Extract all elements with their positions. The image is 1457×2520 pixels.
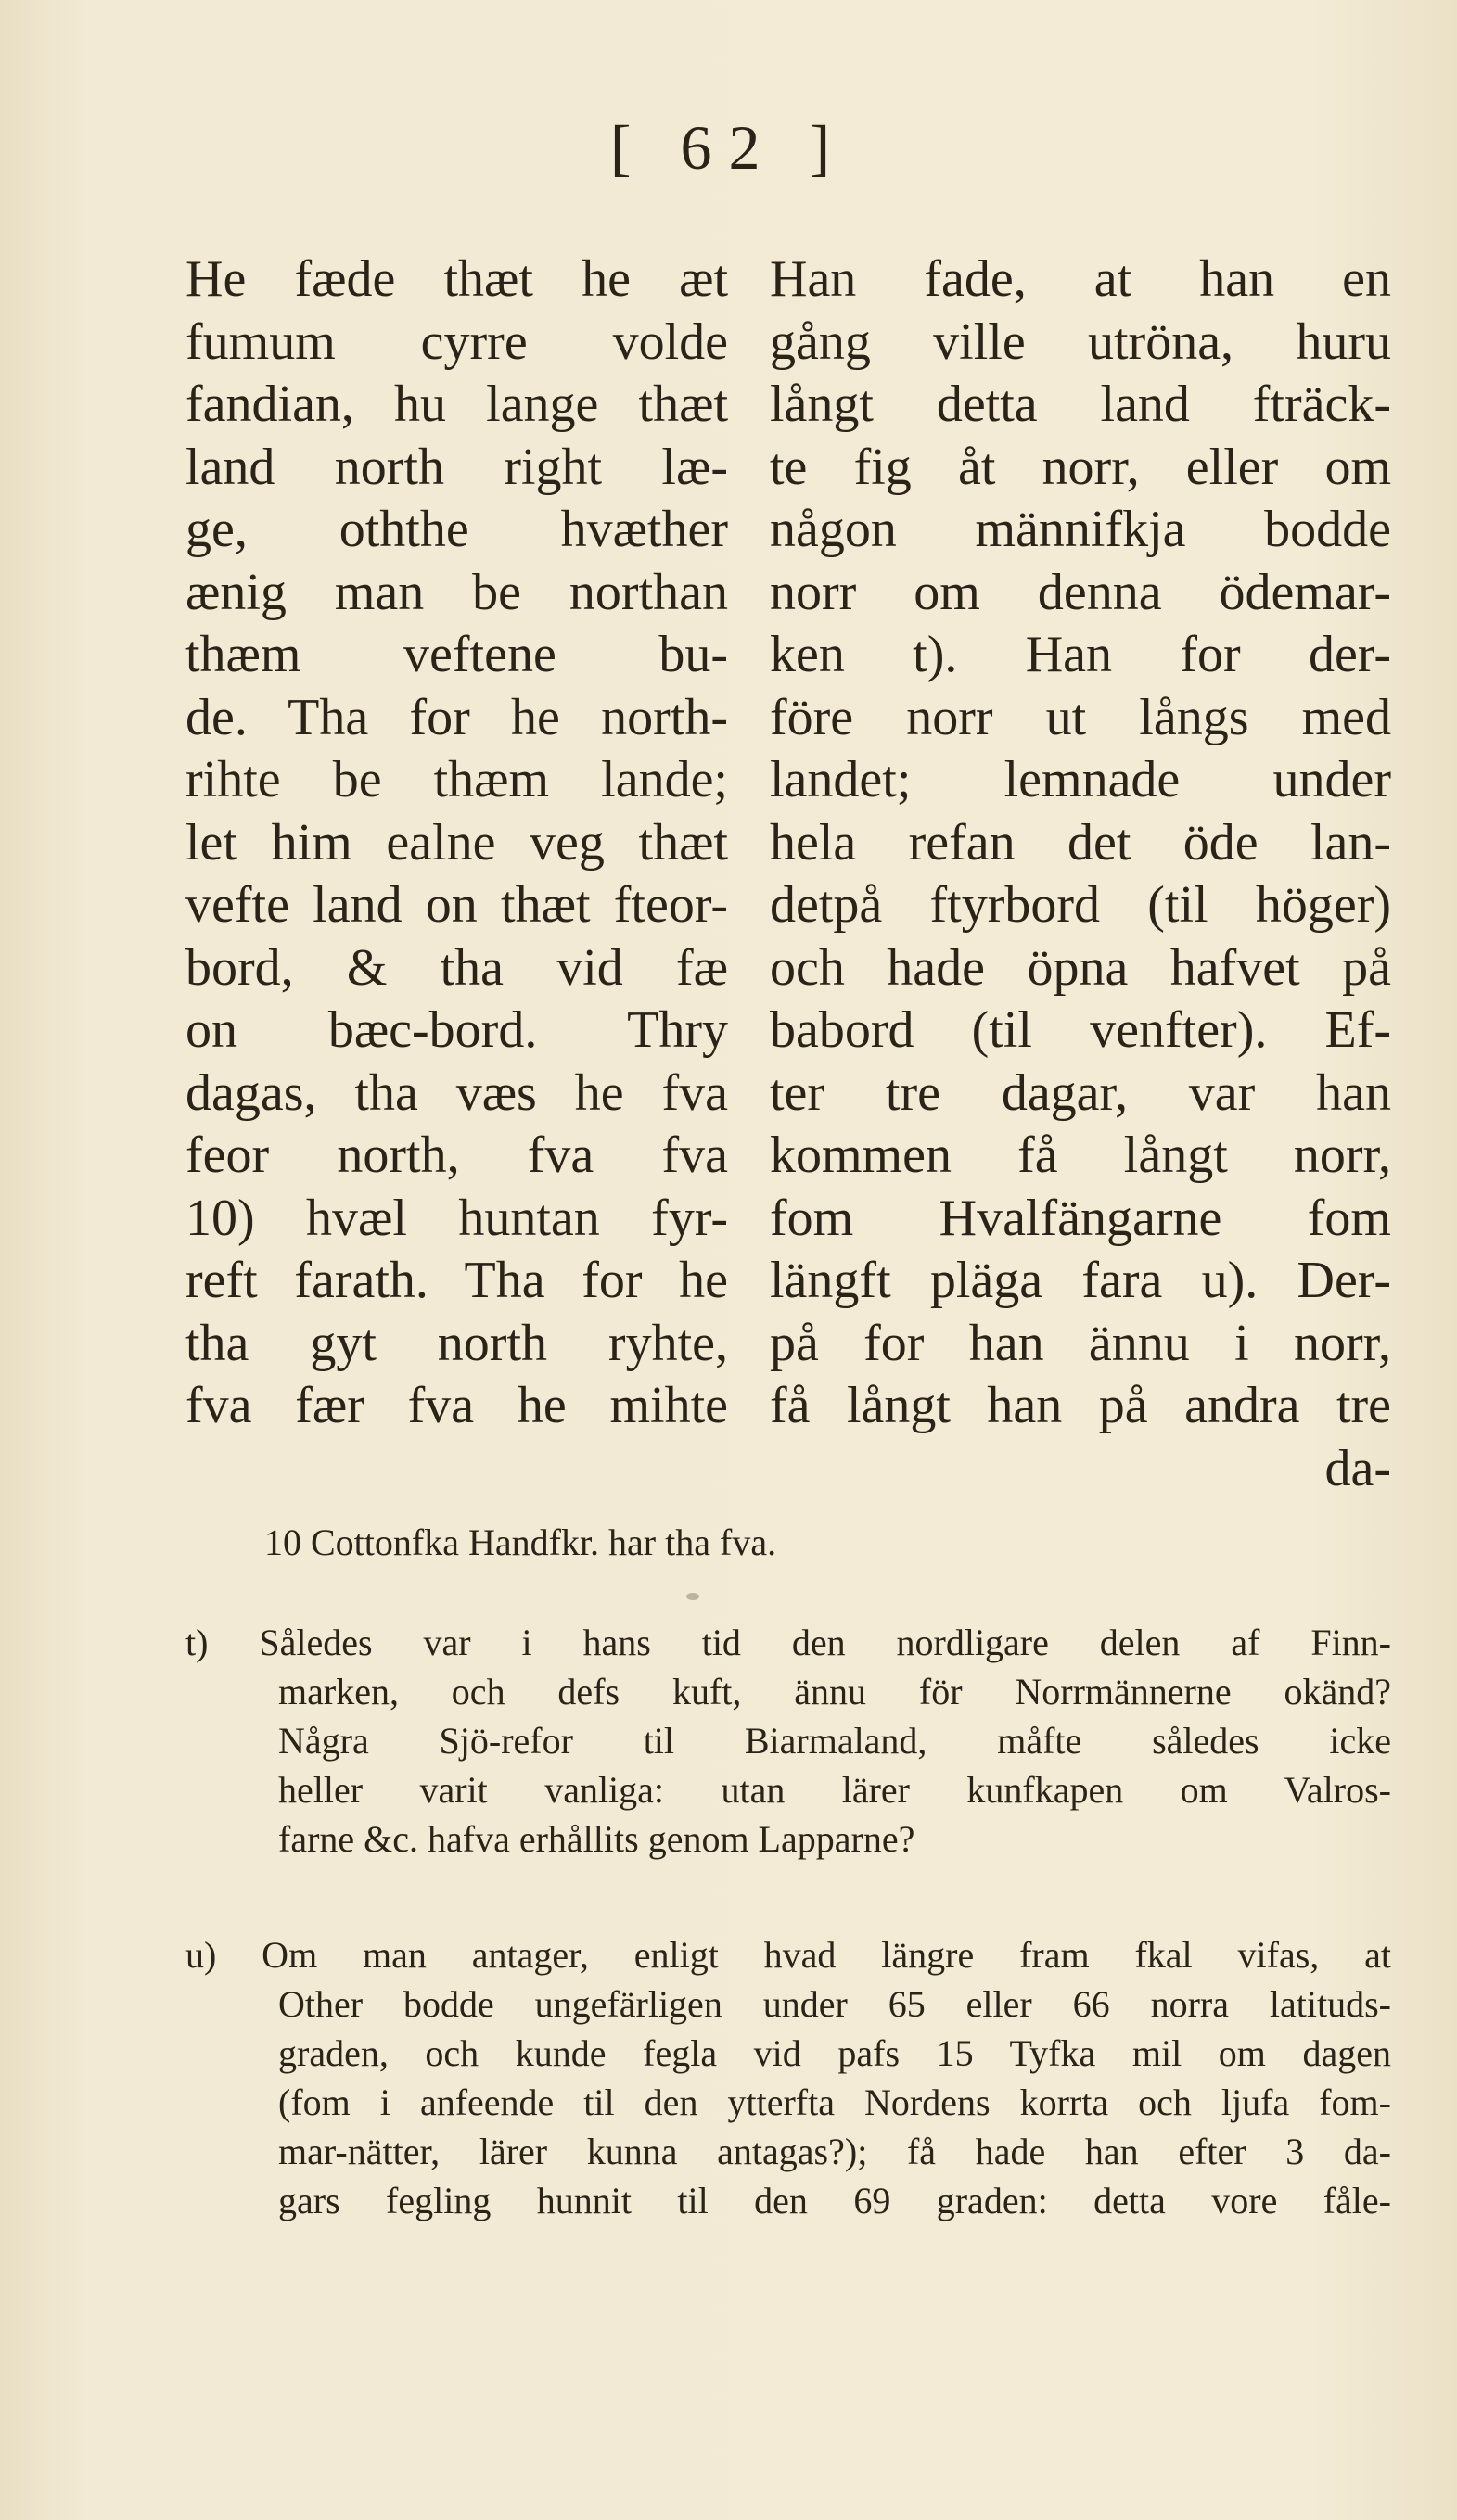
text-line: gång ville utröna, huru (770, 312, 1391, 371)
text-line: norr om denna ödemar- (770, 563, 1391, 621)
footnote-line: u) Om man antager, enligt hvad längre fram fkal vifas, at (185, 1934, 1391, 1976)
footnote-line: farne &c. hafva erhållits genom Lapparne? (278, 1818, 915, 1860)
text-line: hela refan det öde lan- (770, 813, 1391, 872)
footnote-line: gars fegling hunnit til den 69 graden: detta vore fåle- (278, 2180, 1391, 2221)
text-line: babord (til venfter). Ef- (770, 1001, 1391, 1059)
footnote-line: (fom i anfeende til den ytterfta Nordens korrta och ljufa fom- (278, 2081, 1391, 2123)
text-line: bord, & tha vid fæ (185, 938, 728, 997)
text-line: reft farath. Tha for he (185, 1252, 728, 1309)
text-line: fandian, hu lange thæt (185, 375, 728, 433)
footnote-line: graden, och kunde fegla vid pafs 15 Tyfka mil om dagen (278, 2032, 1391, 2074)
text-line: längft pläga fara u). Der- (770, 1252, 1391, 1309)
text-line: ge, oththe hvæther (185, 501, 728, 558)
text-line: ken t). Han for der- (770, 626, 1391, 683)
text-line: rihte be thæm lande; (185, 751, 728, 808)
footnote-manuscript-variant: 10 Cottonfka Handfkr. har tha fva. (264, 1521, 777, 1563)
footnote-line: Other bodde ungefärligen under 65 eller 66 norra latituds- (278, 1983, 1391, 2025)
text-line: på for han ännu i norr, (770, 1314, 1391, 1372)
ink-mark (686, 1593, 699, 1600)
footnote-line: t) Således var i hans tid den nordligare delen af Finn- (185, 1622, 1391, 1663)
text-line: let him ealne veg thæt (185, 813, 728, 872)
footnote-u (185, 1930, 1391, 2225)
text-line: He fæde thæt he æt (185, 250, 728, 308)
text-line: detpå ftyrbord (til höger) (770, 876, 1391, 934)
text-line: 10) hvæl huntan fyr- (185, 1189, 728, 1247)
footnote-line: marken, och defs kuft, ännu för Norrmännerne okänd? (278, 1671, 1391, 1712)
text-line: te fig åt norr, eller om (770, 438, 1391, 496)
text-line: vefte land on thæt fteor- (185, 876, 728, 934)
text-line: långt detta land fträck- (770, 375, 1391, 433)
text-line: fva fær fva he mihte (185, 1377, 728, 1434)
text-line: fumum cyrre volde (185, 312, 728, 371)
swedish-translation-column (770, 248, 1391, 1500)
footnote-line: mar-nätter, lärer kunna antagas?); få hade han efter 3 da- (278, 2131, 1391, 2172)
text-line: tha gyt north ryhte, (185, 1314, 728, 1372)
catchword: da- (1324, 1439, 1391, 1497)
text-line: före norr ut långs med (770, 688, 1391, 746)
footnote-t (185, 1618, 1391, 1864)
text-line: land north right læ- (185, 438, 728, 496)
text-line: ter tre dagar, var han (770, 1063, 1391, 1122)
old-english-column (185, 248, 728, 1438)
text-line: de. Tha for he north- (185, 688, 728, 746)
text-line: få långt han på andra tre (770, 1377, 1391, 1434)
footnote-line: heller varit vanliga: utan lärer kunfkapen om Valros- (278, 1769, 1391, 1811)
text-line: Han fade, at han en (770, 250, 1391, 308)
text-line: fom Hvalfängarne fom (770, 1189, 1391, 1247)
text-line: on bæc-bord. Thry (185, 1001, 728, 1059)
footnote-line: Några Sjö-refor til Biarmaland, måfte således icke (278, 1720, 1391, 1762)
text-line: landet; lemnade under (770, 751, 1391, 808)
text-line: och hade öpna hafvet på (770, 938, 1391, 997)
text-line: någon männifkja bodde (770, 501, 1391, 558)
text-line: thæm veftene bu- (185, 626, 728, 683)
text-line: ænig man be northan (185, 563, 728, 621)
text-line: dagas, tha væs he fva (185, 1063, 728, 1122)
page-number: [ 62 ] (609, 112, 848, 183)
text-line: feor north, fva fva (185, 1126, 728, 1184)
text-line: kommen få långt norr, (770, 1126, 1391, 1184)
